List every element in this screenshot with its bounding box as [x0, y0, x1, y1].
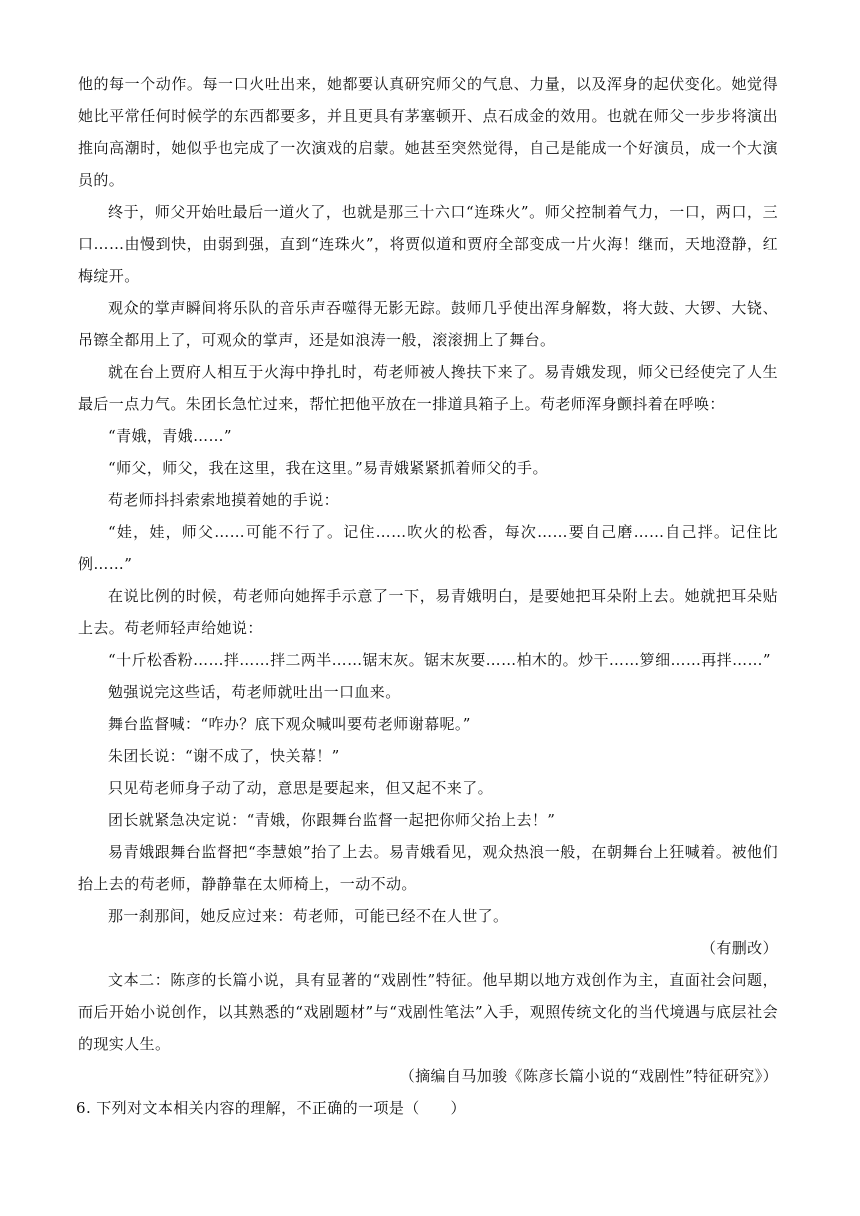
- source-citation: （摘编自马加骏《陈彦长篇小说的“戏剧性”特征研究》）: [399, 1067, 778, 1085]
- paragraph: 勉强说完这些话，苟老师就吐出一口血来。: [108, 683, 401, 701]
- paragraph: 团长就紧急决定说：“青娥，你跟舞台监督一起把你师父抬上去！”: [108, 811, 556, 829]
- paragraph: “娃，娃，师父……可能不行了。记住……吹火的松香，每次……要自己磨……自己拌。记住比例……”: [78, 523, 778, 573]
- paragraph: 舞台监督喊：“咋办？底下观众喊叫要苟老师谢幕呢。”: [108, 715, 471, 733]
- paragraph: 他的每一个动作。每一口火吐出来，她都要认真研究师父的气息、力量，以及浑身的起伏变化。她觉得她比平常任何时候学的东西都要多，并且更具有茅塞顿开、点石成金的效用。也就在师父一步步将演出推向高潮时，她似乎也完成了一次演戏的启蒙。她甚至突然觉得，自己是能成一个好演员，成一个大演员的。: [78, 75, 778, 189]
- paragraph: “师父，师父，我在这里，我在这里。”易青娥紧紧抓着师父的手。: [108, 459, 548, 477]
- paragraph: 那一刹那间，她反应过来：苟老师，可能已经不在人世了。: [108, 907, 509, 925]
- paragraph: 就在台上贾府人相互于火海中挣扎时，苟老师被人搀扶下来了。易青娥发现，师父已经使完了人生最后一点力气。朱团长急忙过来，帮忙把他平放在一排道具箱子上。苟老师浑身颤抖着在呼唤：: [78, 363, 778, 413]
- paragraph: “青娥，青娥……”: [108, 427, 232, 445]
- paragraph: “十斤松香粉……拌……拌二两半……锯末灰。锯末灰要……柏木的。炒干……箩细……再拌……”: [108, 651, 771, 669]
- paragraph: 终于，师父开始吐最后一道火了，也就是那三十六口“连珠火”。师父控制着气力，一口，两口，三口……由慢到快，由弱到强，直到“连珠火”，将贾似道和贾府全部变成一片火海！继而，天地澄静，红梅绽开。: [78, 203, 778, 285]
- paragraph: 只见苟老师身子动了动，意思是要起来，但又起不来了。: [108, 779, 494, 797]
- document-page: [78, 68, 778, 1124]
- question-6: 6. 下列对文本相关内容的理解，不正确的一项是（ ）: [76, 1099, 466, 1117]
- paragraph: 易青娥跟舞台监督把“李慧娘”抬了上去。易青娥看见，观众热浪一般，在朝舞台上狂喊着。被他们抬上去的苟老师，静静靠在太师椅上，一动不动。: [78, 843, 778, 893]
- paragraph: 朱团长说：“谢不成了，快关幕！”: [108, 747, 340, 765]
- abridged-note: （有删改）: [700, 939, 778, 957]
- paragraph: 在说比例的时候，苟老师向她挥手示意了一下，易青娥明白，是要她把耳朵附上去。她就把耳朵贴上去。苟老师轻声给她说：: [78, 587, 778, 637]
- paragraph: 苟老师抖抖索索地摸着她的手说：: [108, 491, 340, 509]
- paragraph: 观众的掌声瞬间将乐队的音乐声吞噬得无影无踪。鼓师几乎使出浑身解数，将大鼓、大锣、大铙、吊镲全都用上了，可观众的掌声，还是如浪涛一般，滚滚拥上了舞台。: [78, 299, 778, 349]
- text-two-paragraph: 文本二：陈彦的长篇小说，具有显著的“戏剧性”特征。他早期以地方戏创作为主，直面社会问题，而后开始小说创作，以其熟悉的“戏剧题材”与“戏剧性笔法”入手，观照传统文化的当代境遇与底层社会的现实人生。: [78, 971, 778, 1053]
